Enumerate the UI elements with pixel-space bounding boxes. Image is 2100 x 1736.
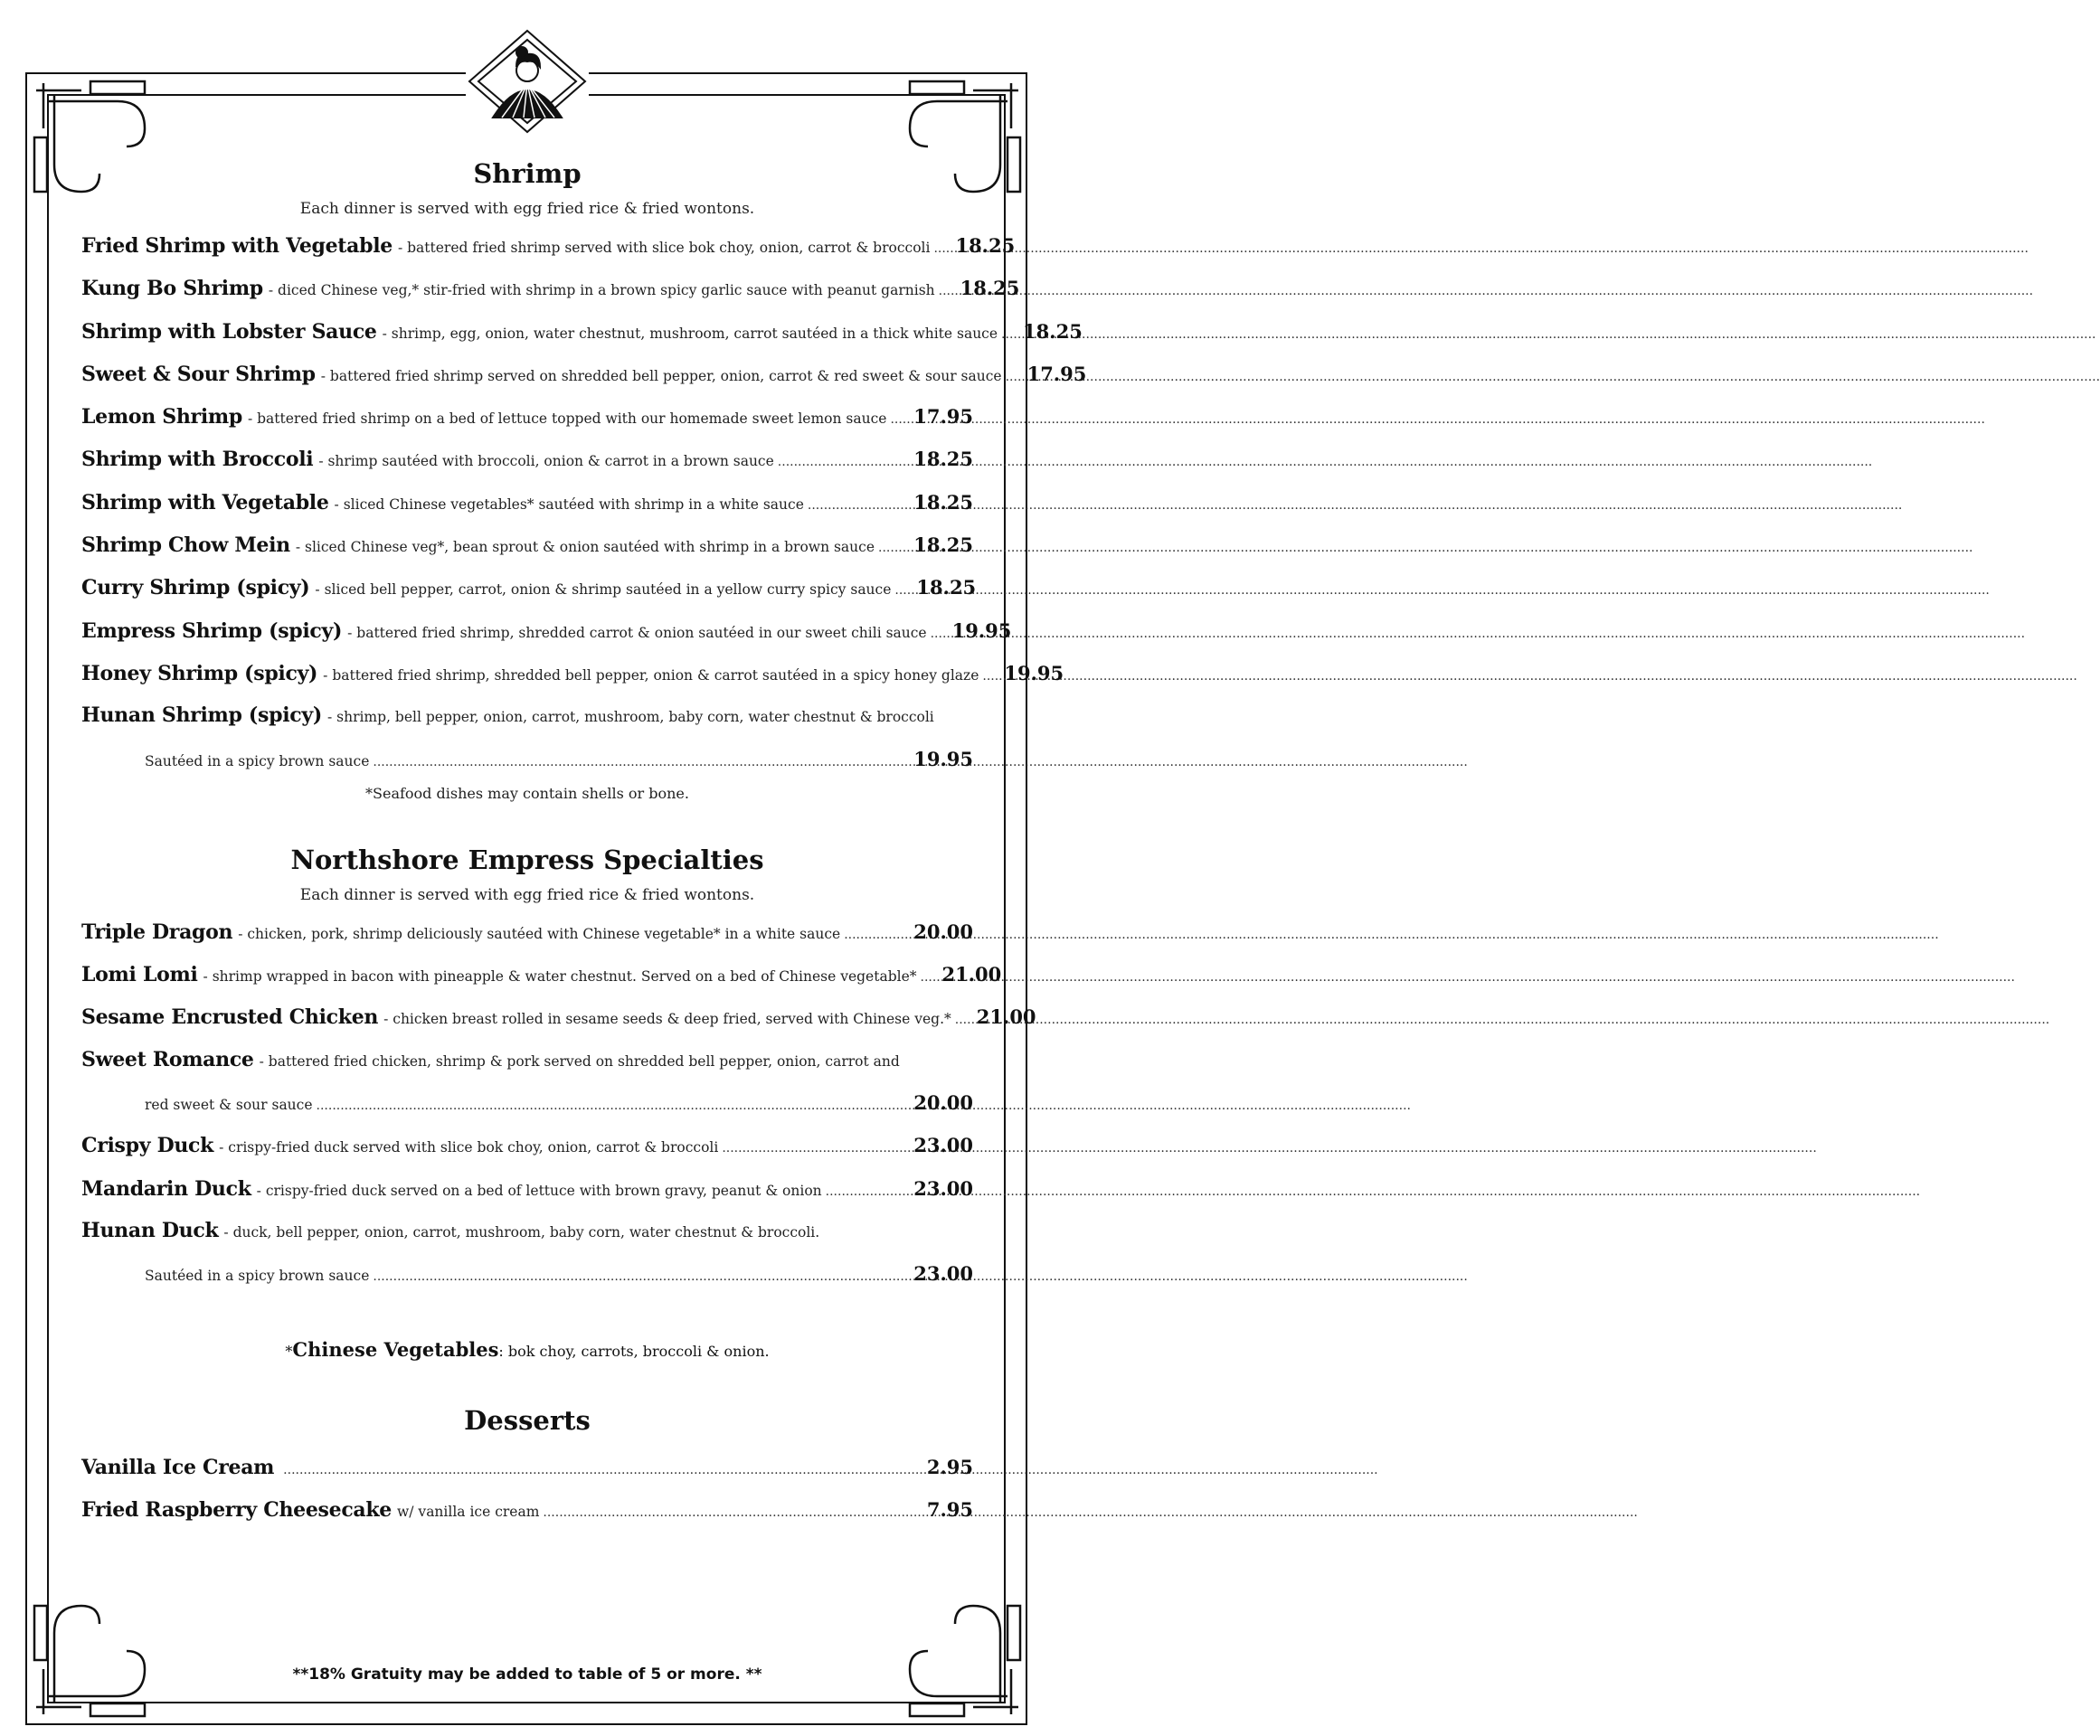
empress-fan-logo [466,27,589,136]
menu-item [81,995,1036,1038]
item-name: Vanilla Ice Cream [81,1455,275,1479]
item-price: 19.95 [951,618,1012,642]
corner-ornament-bottom-right [892,1588,1027,1723]
item-description: - diced Chinese veg,* stir-fried with shrimp in a brown spicy garlic sauce with peanut garnish [268,282,935,299]
item-price: 18.25 [913,533,973,557]
item-price: 19.95 [1004,661,1064,684]
dot-leader [543,1492,922,1534]
dot-leader [373,1256,910,1298]
menu-item [81,1039,973,1081]
menu-item [81,910,973,953]
item-price: 2.95 [926,1455,973,1478]
dot-leader [722,1127,910,1170]
item-description-continued: Sautéed in a spicy brown sauce [145,752,370,769]
item-price: 21.00 [941,963,1002,986]
dot-leader [317,1085,911,1127]
item-price: 20.00 [913,1091,973,1115]
menu-item [81,609,1012,652]
item-name: Empress Shrimp (spicy) [81,618,343,643]
dot-leader [955,999,973,1042]
menu-item [81,481,973,524]
item-name: Lemon Shrimp [81,405,242,429]
item-name: Curry Shrimp (spicy) [81,576,310,600]
menu-item [81,953,1002,995]
item-name: Shrimp Chow Mein [81,533,290,558]
item-price: 7.95 [926,1497,973,1521]
item-price: 20.00 [913,920,973,943]
dot-leader [878,527,910,570]
item-description: - battered fried shrimp, shredded carrot & onion sautéed in our sweet chili sauce [347,624,927,641]
seafood-note: *Seafood dishes may contain shells or bone. [365,784,689,802]
item-description: - shrimp sautéed with broccoli, onion & carrot in a brown sauce [318,453,774,470]
item-description: - shrimp, egg, onion, water chestnut, mushroom, carrot sautéed in a thick white sauce [382,325,998,342]
dot-leader [931,613,949,656]
menu-item-continuation [81,738,973,780]
item-price: 18.25 [913,448,973,471]
item-price: 17.95 [1026,362,1087,385]
menu-item [81,1446,973,1488]
menu-item [81,267,1020,309]
section-subtitle-specialties: Each dinner is served with egg fried rice & fried wontons. [299,885,755,904]
menu-item [81,694,973,737]
dot-leader [894,570,913,612]
section-subtitle-shrimp: Each dinner is served with egg fried rice & fried wontons. [299,200,755,218]
dot-leader [921,957,939,999]
item-name: Kung Bo Shrimp [81,277,263,301]
item-name: Mandarin Duck [81,1176,251,1201]
menu-item [81,566,977,609]
item-description: - sliced Chinese vegetables* sautéed with shrimp in a white sauce [334,495,804,513]
item-name: Sweet & Sour Shrimp [81,362,316,386]
dot-leader [939,270,957,313]
item-description: w/ vanilla ice cream [397,1503,540,1520]
item-description-continued: Sautéed in a spicy brown sauce [145,1268,370,1285]
menu-item [81,353,1087,395]
item-description: - sliced bell pepper, carrot, onion & shrimp sautéed in a yellow curry spicy sauce [315,581,892,599]
dot-leader [890,399,910,441]
section-title-desserts: Desserts [464,1404,591,1436]
item-price: 23.00 [913,1134,973,1157]
item-description: - duck, bell pepper, onion, carrot, mushroom, baby corn, water chestnut & broccoli. [223,1223,820,1241]
item-price: 18.25 [955,234,1016,257]
item-price: 18.25 [913,490,973,514]
menu-item [81,1124,973,1166]
chinese-vegetables-note [81,1332,973,1368]
menu-item [81,1167,973,1210]
veg-note-prefix: * [285,1342,293,1360]
menu-item [81,1488,973,1531]
item-description: - battered fried shrimp on a bed of lettuce topped with our homemade sweet lemon sauce [247,410,887,428]
item-description-continued: red sweet & sour sauce [145,1097,313,1114]
item-description: - chicken breast rolled in sesame seeds & deep fried, served with Chinese veg.* [383,1011,951,1028]
item-name: Fried Raspberry Cheesecake [81,1497,393,1522]
menu-item [81,652,1064,694]
item-name: Sesame Encrusted Chicken [81,1005,379,1030]
dot-leader [982,656,1000,698]
item-price: 23.00 [913,1262,973,1286]
dot-leader [283,1449,923,1492]
item-description: - crispy-fried duck served with slice bok choy, onion, carrot & broccoli [219,1139,719,1156]
dot-leader [933,228,951,270]
menu-item [81,438,973,480]
item-price: 19.95 [913,747,973,770]
item-price: 18.25 [916,576,977,599]
item-description: - shrimp wrapped in bacon with pineapple & water chestnut. Served on a bed of Chinese vegetable* [203,968,917,986]
item-name: Shrimp with Lobster Sauce [81,319,377,344]
item-description: - battered fried shrimp served on shredded bell pepper, onion, carrot & red sweet & sour sauce [320,367,1002,384]
dot-leader [1006,356,1024,399]
item-price: 21.00 [976,1005,1036,1029]
item-price: 18.25 [960,277,1020,300]
dot-leader [844,914,910,957]
item-price: 18.25 [1023,319,1083,343]
menu-item [81,524,973,566]
item-description: - shrimp, bell pepper, onion, carrot, mushroom, baby corn, water chestnut & broccoli [326,709,934,726]
menu-item [81,395,973,438]
item-name: Triple Dragon [81,920,233,944]
item-description: - chicken, pork, shrimp deliciously sautéed with Chinese vegetable* in a white sauce [238,925,841,942]
section-title-shrimp: Shrimp [473,158,582,189]
item-name: Fried Shrimp with Vegetable [81,234,393,258]
item-name: Shrimp with Vegetable [81,490,329,514]
item-description: - crispy-fried duck served on a bed of lettuce with brown gravy, peanut & onion [256,1182,822,1199]
item-name: Hunan Duck [81,1218,219,1242]
veg-note-text: : bok choy, carrots, broccoli & onion. [498,1342,770,1360]
specialties-item-list [81,910,1036,1296]
dot-leader [808,485,910,527]
desserts-item-list [81,1446,973,1532]
item-name: Honey Shrimp (spicy) [81,661,318,685]
gratuity-notice: **18% Gratuity may be added to table of 5 or more. ** [292,1665,762,1684]
dot-leader [1001,314,1019,356]
veg-note-label: Chinese Vegetables [292,1337,499,1361]
menu-item [81,310,1083,353]
menu-item [81,224,1016,267]
corner-ornament-bottom-left [27,1588,163,1723]
item-name: Hunan Shrimp (spicy) [81,703,322,728]
item-name: Lomi Lomi [81,963,198,987]
item-description: - battered fried shrimp, shredded bell pepper, onion & carrot sautéed in a spicy honey glaze [323,666,979,684]
menu-item-continuation [81,1081,973,1124]
dot-leader [778,441,910,484]
dot-leader [826,1171,911,1213]
shrimp-item-list [81,224,1087,780]
section-title-specialties: Northshore Empress Specialties [290,844,764,875]
item-description: - battered fried chicken, shrimp & pork served on shredded bell pepper, onion, carrot and [259,1052,900,1070]
menu-content [81,154,1087,1531]
item-name: Shrimp with Broccoli [81,448,314,472]
item-description: - battered fried shrimp served with slice bok choy, onion, carrot & broccoli [397,240,931,256]
item-name: Crispy Duck [81,1134,214,1158]
item-description: - sliced Chinese veg*, bean sprout & onion sautéed with shrimp in a brown sauce [295,539,875,556]
item-price: 17.95 [913,405,973,429]
menu-item-continuation [81,1252,973,1295]
item-price: 23.00 [913,1176,973,1200]
item-name: Sweet Romance [81,1047,254,1071]
menu-item [81,1210,973,1252]
dot-leader [373,741,910,784]
